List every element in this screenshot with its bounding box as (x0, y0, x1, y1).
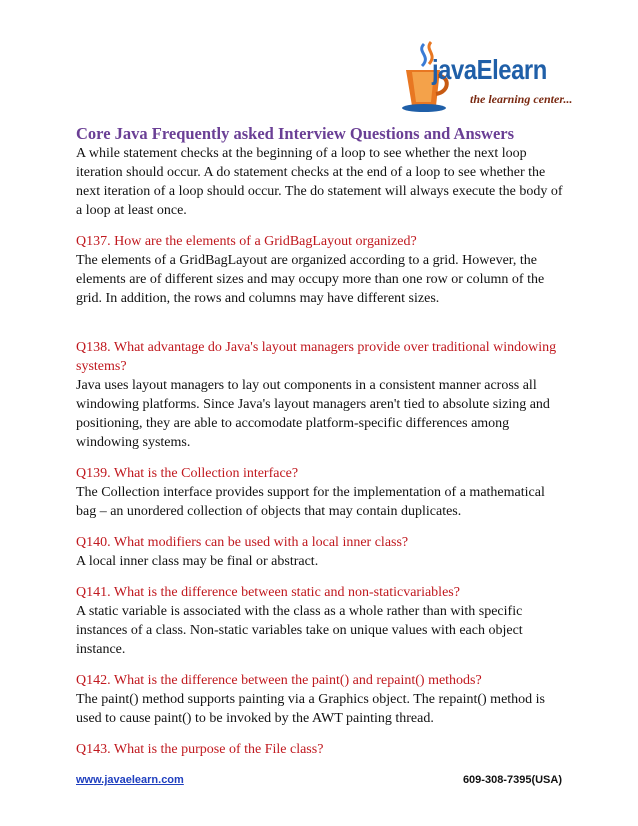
question: Q140. What modifiers can be used with a local inner class? (76, 535, 409, 550)
question: Q141. What is the difference between static and non-staticvariables? (76, 585, 460, 600)
answer: The Collection interface provides support for the implementation of a mathematical bag – an unordered collection of objects that may contain duplicates. (76, 485, 545, 519)
qa-item-141 (76, 583, 568, 659)
qa-item-142 (76, 671, 568, 728)
answer: A local inner class may be final or abstract. (76, 554, 319, 569)
qa-item-138 (76, 338, 568, 452)
answer: A static variable is associated with the class as a whole rather than with specific instances of a class. Non-static variables take on unique values with each object instance. (76, 604, 523, 657)
logo-wordmark: javaElearn (432, 54, 547, 85)
qa-item-140 (76, 533, 568, 571)
page-title: Core Java Frequently asked Interview Questions and Answers (76, 124, 515, 143)
answer: The elements of a GridBagLayout are organized according to a grid. However, the elements are of different sizes and may occupy more than one row or column of the grid. In addition, the rows and columns may have different sizes. (76, 253, 545, 306)
answer: The paint() method supports painting via a Graphics object. The repaint() method is used to cause paint() to be invoked by the AWT painting thread. (76, 692, 546, 726)
question: Q139. What is the Collection interface? (76, 466, 299, 481)
qa-item-139 (76, 464, 568, 521)
brand-logo (398, 40, 573, 120)
logo-tagline: the learning center... (470, 92, 573, 106)
question: Q138. What advantage do Java's layout managers provide over traditional windowing systems? (76, 340, 557, 374)
footer-website-link[interactable]: www.javaelearn.com (76, 774, 184, 786)
question: Q142. What is the difference between the paint() and repaint() methods? (76, 673, 482, 688)
qa-item-137 (76, 232, 568, 308)
qa-item-143 (76, 740, 568, 759)
answer: Java uses layout managers to lay out components in a consistent manner across all windowing platforms. Since Java's layout managers aren't tied to absolute sizing and positioning, they are able to accomodate platform-specific differences among windowing systems. (76, 378, 550, 450)
footer-phone: 609-308-7395(USA) (462, 774, 562, 786)
intro-paragraph: A while statement checks at the beginning of a loop to see whether the next loop iteration should occur. A do statement checks at the end of a loop to see whether the next iteration of a loop should occur. The do statement will always execute the body of a loop at least once. (76, 146, 563, 218)
question: Q137. How are the elements of a GridBagLayout organized? (76, 234, 417, 249)
question: Q143. What is the purpose of the File class? (76, 742, 324, 757)
document-body (76, 144, 568, 771)
